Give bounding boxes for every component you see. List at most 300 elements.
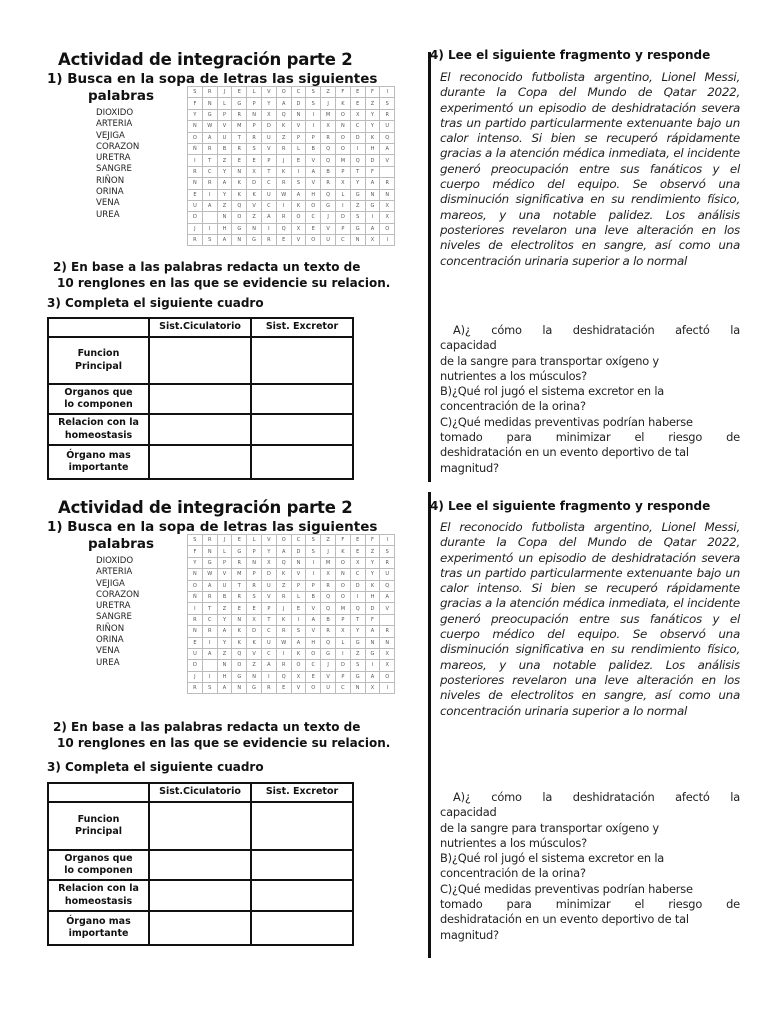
grid-cell: R <box>380 626 395 637</box>
grid-cell: R <box>188 166 203 177</box>
grid-cell: V <box>247 200 262 211</box>
word-item: RIÑON <box>96 623 125 634</box>
grid-cell: G <box>232 223 247 234</box>
grid-cell: T <box>232 580 247 591</box>
grid-row <box>188 569 395 580</box>
grid-cell: X <box>261 109 276 120</box>
grid-cell: A <box>217 626 232 637</box>
table-answer-cell[interactable] <box>149 337 251 384</box>
grid-cell: N <box>217 660 232 671</box>
grid-row <box>188 671 395 682</box>
grid-cell: N <box>335 121 350 132</box>
grid-cell: A <box>276 98 291 109</box>
grid-cell: E <box>306 223 321 234</box>
row-label-text: Relacion con la homeostasis <box>58 417 139 441</box>
grid-cell: K <box>247 637 262 648</box>
grid-cell: V <box>380 603 395 614</box>
grid-cell: R <box>232 591 247 602</box>
row-label-text: Relacion con la homeostasis <box>58 883 139 907</box>
grid-cell: L <box>335 637 350 648</box>
table-answer-cell[interactable] <box>149 414 251 445</box>
grid-cell: P <box>217 557 232 568</box>
grid-cell: U <box>217 132 232 143</box>
table-answer-cell[interactable] <box>149 911 251 945</box>
grid-cell: N <box>380 189 395 200</box>
grid-cell: V <box>217 569 232 580</box>
grid-row <box>188 109 395 120</box>
grid-cell: Q <box>232 200 247 211</box>
grid-cell: J <box>217 535 232 546</box>
word-list <box>96 108 139 221</box>
grid-cell: Z <box>217 648 232 659</box>
grid-cell: J <box>276 603 291 614</box>
grid-cell: Y <box>217 637 232 648</box>
grid-cell: O <box>335 109 350 120</box>
grid-cell: Z <box>365 98 380 109</box>
grid-cell: O <box>380 223 395 234</box>
table-answer-cell[interactable] <box>251 384 353 414</box>
grid-cell: K <box>232 178 247 189</box>
grid-cell: A <box>365 178 380 189</box>
word-item: DIOXIDO <box>96 556 134 566</box>
grid-cell: H <box>306 637 321 648</box>
grid-cell: N <box>202 98 217 109</box>
table-row-label <box>48 880 149 911</box>
grid-cell: M <box>321 109 336 120</box>
question-4-text: 4) Lee el siguiente fragmento y responde <box>430 499 711 513</box>
grid-cell: O <box>306 200 321 211</box>
grid-cell: I <box>261 223 276 234</box>
grid-cell: G <box>321 200 336 211</box>
grid-cell: O <box>335 557 350 568</box>
table-answer-cell[interactable] <box>149 445 251 479</box>
grid-cell: I <box>202 189 217 200</box>
grid-cell: E <box>350 535 365 546</box>
grid-cell: H <box>217 223 232 234</box>
grid-cell: V <box>321 223 336 234</box>
table-answer-cell[interactable] <box>251 911 353 945</box>
grid-cell: J <box>321 212 336 223</box>
grid-cell: E <box>276 683 291 694</box>
grid-cell: U <box>217 580 232 591</box>
grid-cell: N <box>350 235 365 246</box>
grid-cell: A <box>217 235 232 246</box>
grid-cell: O <box>306 648 321 659</box>
table-answer-cell[interactable] <box>251 414 353 445</box>
grid-cell: Q <box>276 671 291 682</box>
grid-cell: Z <box>276 580 291 591</box>
grid-cell: N <box>350 683 365 694</box>
grid-cell: R <box>202 591 217 602</box>
grid-cell: V <box>291 683 306 694</box>
grid-cell: I <box>306 109 321 120</box>
grid-cell: I <box>380 535 395 546</box>
grid-row <box>188 189 395 200</box>
grid-cell: N <box>380 637 395 648</box>
grid-cell: O <box>335 580 350 591</box>
grid-cell: Z <box>350 648 365 659</box>
comparison-table <box>47 782 354 946</box>
grid-cell <box>202 212 217 223</box>
word-item: VEJIGA <box>96 578 125 589</box>
grid-row <box>188 121 395 132</box>
grid-cell: E <box>276 235 291 246</box>
grid-cell: T <box>350 614 365 625</box>
grid-cell: U <box>321 235 336 246</box>
question-1-text-cont: palabras <box>88 536 154 552</box>
question-c-line: C)¿Qué medidas preventivas podrían haberse <box>440 881 693 896</box>
grid-cell: R <box>261 235 276 246</box>
grid-cell: V <box>306 626 321 637</box>
grid-cell: P <box>247 569 262 580</box>
grid-cell: R <box>276 660 291 671</box>
grid-cell: Q <box>321 637 336 648</box>
grid-cell: Y <box>365 109 380 120</box>
grid-cell: X <box>335 178 350 189</box>
grid-cell: V <box>247 648 262 659</box>
grid-cell: R <box>380 178 395 189</box>
grid-cell: V <box>261 143 276 154</box>
table-answer-cell[interactable] <box>251 802 353 850</box>
table-answer-cell[interactable] <box>149 802 251 850</box>
word-item: UREA <box>96 657 120 668</box>
table-answer-cell[interactable] <box>149 384 251 414</box>
grid-cell: Q <box>321 603 336 614</box>
grid-cell: K <box>276 569 291 580</box>
question-2-line: 10 renglones en las que se evidencie su relacion. <box>57 275 391 290</box>
grid-row <box>188 132 395 143</box>
row-label-text: Organos que lo componen <box>64 852 133 876</box>
grid-cell: C <box>350 121 365 132</box>
grid-cell: F <box>365 87 380 98</box>
word-item: URETRA <box>96 601 131 612</box>
grid-cell: E <box>188 189 203 200</box>
grid-cell: I <box>202 637 217 648</box>
grid-cell: D <box>247 626 262 637</box>
question-3-text: 3) Completa el siguiente cuadro <box>47 296 264 310</box>
grid-cell: C <box>335 683 350 694</box>
grid-cell: X <box>321 121 336 132</box>
grid-cell: Y <box>261 98 276 109</box>
grid-cell: D <box>188 660 203 671</box>
grid-cell: U <box>261 580 276 591</box>
table-answer-cell[interactable] <box>251 337 353 384</box>
grid-cell: X <box>335 626 350 637</box>
grid-cell: O <box>306 683 321 694</box>
grid-cell: A <box>365 626 380 637</box>
grid-cell: A <box>217 683 232 694</box>
grid-cell: S <box>188 87 203 98</box>
grid-row <box>188 614 395 625</box>
grid-row <box>188 660 395 671</box>
grid-cell: C <box>202 166 217 177</box>
grid-cell: L <box>291 591 306 602</box>
grid-row <box>188 166 395 177</box>
table-answer-cell[interactable] <box>251 880 353 911</box>
grid-cell: D <box>291 98 306 109</box>
grid-cell: X <box>380 200 395 211</box>
grid-cell: A <box>306 166 321 177</box>
worksheet-bottom <box>0 493 768 953</box>
grid-cell: K <box>291 648 306 659</box>
grid-cell: O <box>276 87 291 98</box>
grid-cell: T <box>261 166 276 177</box>
grid-cell: Y <box>365 569 380 580</box>
grid-row <box>188 626 395 637</box>
grid-cell: V <box>306 178 321 189</box>
grid-cell: N <box>188 569 203 580</box>
grid-row <box>188 143 395 154</box>
grid-cell: Y <box>365 121 380 132</box>
grid-cell: B <box>321 614 336 625</box>
grid-cell: S <box>380 546 395 557</box>
grid-cell: I <box>276 200 291 211</box>
grid-cell: L <box>247 535 262 546</box>
grid-row <box>188 580 395 591</box>
grid-cell: A <box>306 614 321 625</box>
grid-cell: I <box>350 591 365 602</box>
table-answer-cell[interactable] <box>149 850 251 880</box>
grid-cell: L <box>291 143 306 154</box>
grid-cell: U <box>380 569 395 580</box>
grid-cell: O <box>335 132 350 143</box>
grid-cell: C <box>291 87 306 98</box>
grid-cell: R <box>232 557 247 568</box>
grid-cell: S <box>202 683 217 694</box>
grid-cell: G <box>232 98 247 109</box>
grid-row <box>188 603 395 614</box>
grid-cell: U <box>380 121 395 132</box>
grid-cell: I <box>306 569 321 580</box>
grid-cell: N <box>247 557 262 568</box>
grid-cell: N <box>232 235 247 246</box>
grid-cell: N <box>232 683 247 694</box>
question-c-line: tomado para minimizar el riesgo de <box>440 897 740 912</box>
grid-cell: Q <box>350 155 365 166</box>
grid-cell: P <box>335 166 350 177</box>
grid-cell: Ñ <box>188 591 203 602</box>
word-item: URETRA <box>96 153 131 164</box>
question-a-line: capacidad <box>440 338 497 353</box>
grid-cell: I <box>380 683 395 694</box>
question-a-line: de la sangre para transportar oxígeno y <box>440 820 659 835</box>
grid-row <box>188 683 395 694</box>
grid-row <box>188 178 395 189</box>
grid-cell: P <box>247 546 262 557</box>
table-row-label <box>48 337 149 384</box>
grid-cell: F <box>365 535 380 546</box>
grid-cell: G <box>350 189 365 200</box>
grid-cell: B <box>321 166 336 177</box>
grid-cell: S <box>306 535 321 546</box>
table-answer-cell[interactable] <box>251 850 353 880</box>
grid-cell: P <box>291 580 306 591</box>
grid-cell: M <box>232 569 247 580</box>
grid-cell: K <box>365 580 380 591</box>
grid-cell: I <box>276 648 291 659</box>
grid-cell: N <box>188 626 203 637</box>
table-row-label <box>48 802 149 850</box>
grid-cell: R <box>276 591 291 602</box>
grid-cell: G <box>232 671 247 682</box>
grid-cell: N <box>188 121 203 132</box>
grid-cell: F <box>188 98 203 109</box>
row-label-text: Órgano mas importante <box>66 449 131 473</box>
word-item: UREA <box>96 209 120 220</box>
word-item: ARTERIA <box>96 119 133 130</box>
grid-cell: D <box>188 212 203 223</box>
grid-cell: T <box>202 603 217 614</box>
grid-cell: Q <box>321 591 336 602</box>
grid-cell: P <box>306 580 321 591</box>
grid-cell: N <box>247 109 262 120</box>
grid-cell: R <box>188 683 203 694</box>
grid-cell: G <box>202 557 217 568</box>
question-2-line: 10 renglones en las que se evidencie su relacion. <box>57 735 391 750</box>
table-row-label <box>48 445 149 479</box>
grid-cell: Ñ <box>188 143 203 154</box>
grid-cell: K <box>276 614 291 625</box>
grid-cell: P <box>261 155 276 166</box>
grid-cell: O <box>335 143 350 154</box>
grid-cell: J <box>188 223 203 234</box>
grid-cell: I <box>291 614 306 625</box>
grid-cell: S <box>306 546 321 557</box>
grid-cell: K <box>335 546 350 557</box>
grid-cell: X <box>380 648 395 659</box>
grid-cell: A <box>276 546 291 557</box>
grid-cell: Y <box>217 166 232 177</box>
grid-cell: S <box>247 143 262 154</box>
word-search-grid <box>187 86 395 246</box>
grid-cell: J <box>321 546 336 557</box>
grid-cell: J <box>321 660 336 671</box>
grid-cell: X <box>321 569 336 580</box>
worksheet-top <box>0 45 768 505</box>
grid-cell: E <box>306 671 321 682</box>
grid-cell: Q <box>321 189 336 200</box>
grid-cell: C <box>350 569 365 580</box>
grid-cell: R <box>276 143 291 154</box>
grid-cell: V <box>291 569 306 580</box>
grid-cell: Y <box>188 557 203 568</box>
grid-cell: W <box>276 637 291 648</box>
grid-cell: U <box>261 189 276 200</box>
grid-cell: Y <box>188 109 203 120</box>
grid-cell: E <box>247 155 262 166</box>
grid-cell: R <box>321 626 336 637</box>
grid-cell: E <box>232 603 247 614</box>
word-item: ORINA <box>96 635 124 646</box>
grid-cell: Q <box>350 603 365 614</box>
grid-cell: A <box>291 637 306 648</box>
grid-cell: Q <box>276 223 291 234</box>
reading-questions <box>440 323 740 476</box>
column-divider <box>428 492 431 958</box>
grid-row <box>188 637 395 648</box>
grid-cell: S <box>306 87 321 98</box>
grid-cell: U <box>261 132 276 143</box>
grid-cell <box>202 660 217 671</box>
grid-cell: D <box>350 132 365 143</box>
grid-cell: D <box>350 580 365 591</box>
grid-cell: P <box>335 671 350 682</box>
grid-cell: R <box>202 535 217 546</box>
grid-cell: L <box>217 546 232 557</box>
grid-cell: G <box>321 648 336 659</box>
grid-cell: R <box>232 109 247 120</box>
grid-cell: P <box>291 132 306 143</box>
grid-cell: R <box>202 143 217 154</box>
grid-cell: A <box>202 648 217 659</box>
grid-cell: K <box>232 637 247 648</box>
grid-cell: R <box>202 626 217 637</box>
grid-cell: G <box>202 109 217 120</box>
grid-row <box>188 155 395 166</box>
word-item: ARTERIA <box>96 567 133 578</box>
grid-cell: Q <box>276 109 291 120</box>
question-a-line: A)¿ cómo la deshidratación afectó la <box>453 323 740 337</box>
question-c-line: deshidratación en un evento deportivo de tal <box>440 912 689 927</box>
grid-cell: R <box>202 178 217 189</box>
grid-cell: J <box>321 98 336 109</box>
grid-cell: E <box>247 603 262 614</box>
grid-cell: L <box>335 189 350 200</box>
grid-cell: I <box>202 671 217 682</box>
grid-cell: P <box>306 132 321 143</box>
grid-cell: P <box>247 121 262 132</box>
grid-cell: A <box>365 223 380 234</box>
grid-cell: Y <box>350 178 365 189</box>
grid-cell: I <box>350 143 365 154</box>
grid-cell: J <box>276 155 291 166</box>
grid-cell: C <box>202 614 217 625</box>
grid-cell: I <box>188 603 203 614</box>
table-answer-cell[interactable] <box>251 445 353 479</box>
grid-cell: E <box>350 546 365 557</box>
grid-cell: E <box>350 98 365 109</box>
page-title: Actividad de integración parte 2 <box>58 50 353 69</box>
grid-cell: R <box>380 109 395 120</box>
grid-cell: K <box>276 166 291 177</box>
question-4-text: 4) Lee el siguiente fragmento y responde <box>430 48 711 62</box>
grid-cell: P <box>247 98 262 109</box>
grid-cell: V <box>291 121 306 132</box>
grid-row <box>188 546 395 557</box>
grid-cell: T <box>232 132 247 143</box>
grid-cell: N <box>247 223 262 234</box>
grid-cell: M <box>335 603 350 614</box>
question-a-line: capacidad <box>440 805 497 820</box>
grid-cell: D <box>335 212 350 223</box>
grid-cell: X <box>380 212 395 223</box>
grid-cell: G <box>350 223 365 234</box>
grid-cell: N <box>217 212 232 223</box>
grid-cell: G <box>247 683 262 694</box>
grid-cell: Y <box>261 546 276 557</box>
grid-cell: A <box>291 189 306 200</box>
grid-cell: D <box>261 569 276 580</box>
grid-cell: N <box>335 569 350 580</box>
grid-cell: B <box>306 143 321 154</box>
table-header-circulatorio: Sist.Ciculatorio <box>149 783 251 802</box>
grid-cell: I <box>365 660 380 671</box>
grid-row <box>188 212 395 223</box>
grid-cell: B <box>217 143 232 154</box>
grid-cell: L <box>247 87 262 98</box>
table-answer-cell[interactable] <box>149 880 251 911</box>
grid-cell: A <box>380 143 395 154</box>
